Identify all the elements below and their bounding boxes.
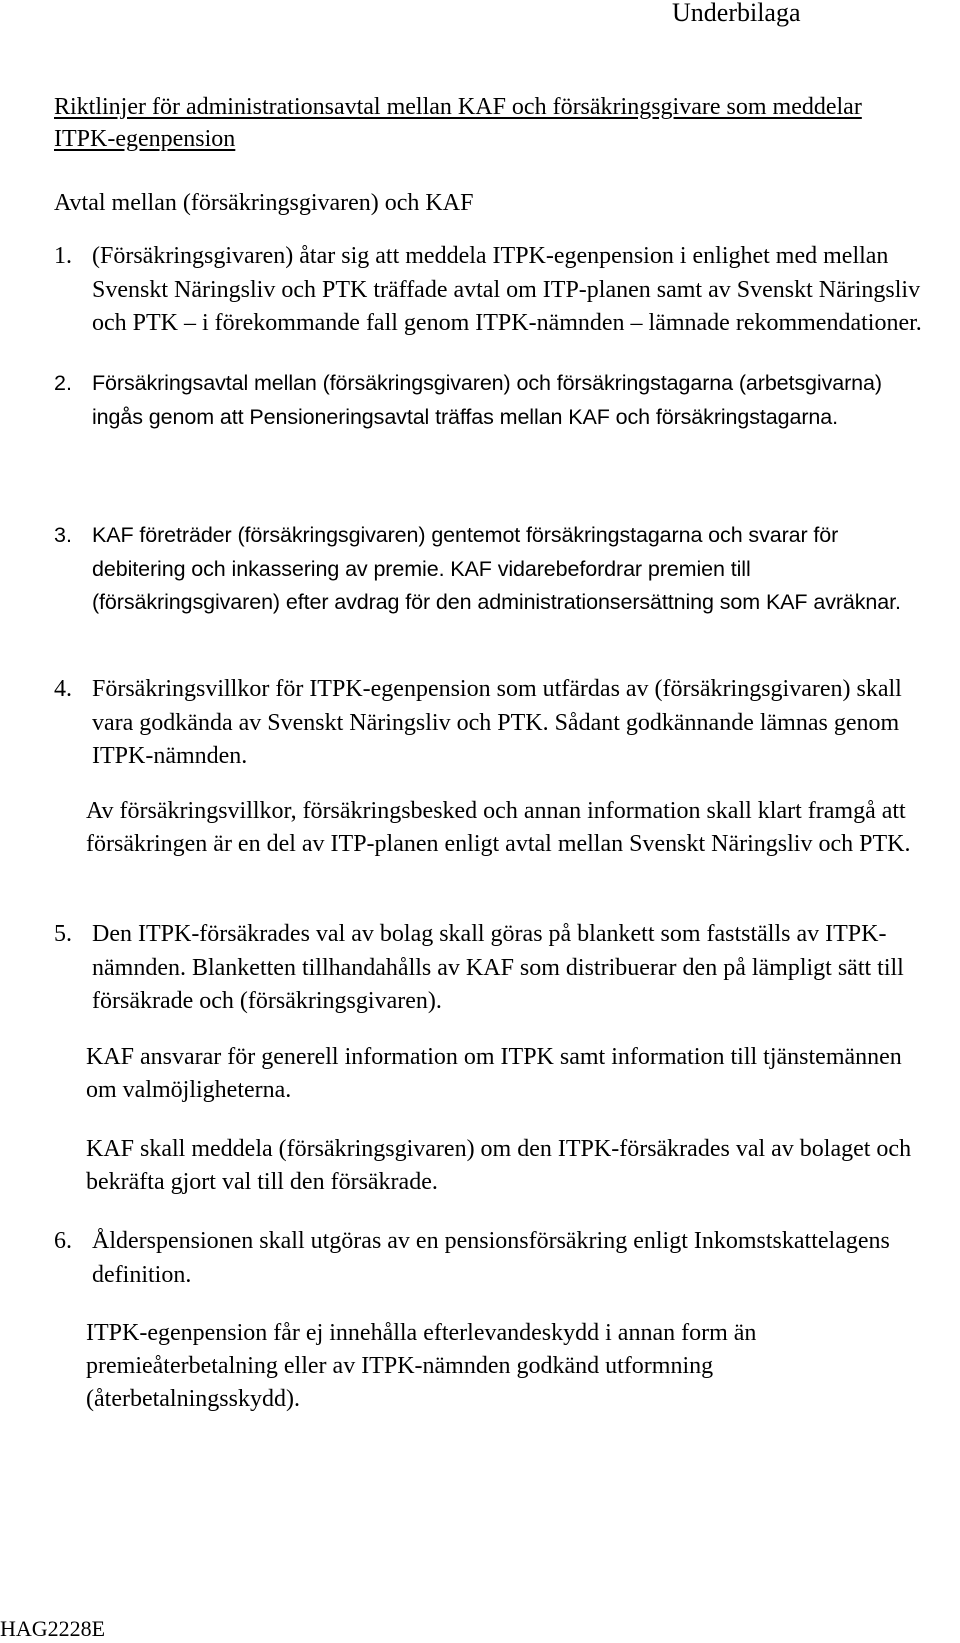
clause-1 <box>54 240 924 341</box>
clause-text: KAF företräder (försäkringsgivaren) gentemot försäkringstagarna och svarar för debitering och inkassering av premie. KAF vidarebefordrar premien till (försäkringsgivaren) efter avdrag för den administrationsersättning som KAF avräknar. <box>92 523 901 614</box>
clause-4-note: Av försäkringsvillkor, försäkringsbesked och annan information skall klart framgå att försäkringen är en del av ITP-planen enligt avtal mellan Svenskt Näringsliv och PTK. <box>86 798 911 857</box>
clause-4 <box>54 673 924 774</box>
clause-number: 2. <box>54 371 72 395</box>
clause-2 <box>54 367 924 434</box>
clause-number: 6. <box>54 1228 72 1254</box>
clause-6 <box>54 1225 924 1292</box>
clause-text: (Försäkringsgivaren) åtar sig att meddela ITPK-egenpension i enlighet med mellan Svenskt Näringsliv och PTK träffade avtal om ITP-planen samt av Svenskt Näringsliv och PTK – i förekommande fall genom ITPK-nämnden – lämnade rekommendationer. <box>92 243 922 336</box>
document-title: Riktlinjer för administrationsavtal mellan KAF och försäkringsgivare som meddelar ITPK-egenpension <box>54 94 862 152</box>
clause-5-note-1: KAF ansvarar för generell information om ITPK samt information till tjänstemännen om valmöjligheterna. <box>86 1044 902 1103</box>
clause-text: Den ITPK-försäkrades val av bolag skall göras på blankett som fastställs av ITPK-nämnden. Blanketten tillhandahålls av KAF som distribuerar den på lämpligt sätt till försäkrade och (försäkringsgivaren). <box>92 921 904 1014</box>
clause-number: 3. <box>54 523 72 547</box>
clause-number: 4. <box>54 676 72 702</box>
clause-5 <box>54 918 924 1019</box>
document-subtitle: Avtal mellan (försäkringsgivaren) och KAF <box>54 190 474 216</box>
attachment-label: Underbilaga <box>672 0 801 27</box>
document-code: HAG2228E <box>0 1616 106 1641</box>
clause-number: 1. <box>54 243 72 269</box>
clause-text: Försäkringsvillkor för ITPK-egenpension som utfärdas av (försäkringsgivaren) skall vara godkända av Svenskt Näringsliv och PTK. Sådant godkännande lämnas genom ITPK-nämnden. <box>92 676 902 769</box>
clause-text: Ålderspensionen skall utgöras av en pensionsförsäkring enligt Inkomstskattelagens definition. <box>92 1228 890 1288</box>
clause-text: Försäkringsavtal mellan (försäkringsgivaren) och försäkringstagarna (arbetsgivarna) ingås genom att Pensioneringsavtal träffas mellan KAF och försäkringstagarna. <box>92 371 882 429</box>
clause-6-note: ITPK-egenpension får ej innehålla efterlevandeskydd i annan form än premieåterbetalning eller av ITPK-nämnden godkänd utformning (återbetalningsskydd). <box>86 1320 757 1412</box>
clause-number: 5. <box>54 921 72 947</box>
clause-3 <box>54 519 924 620</box>
clause-5-note-2: KAF skall meddela (försäkringsgivaren) om den ITPK-försäkrades val av bolaget och bekräfta gjort val till den försäkrade. <box>86 1136 912 1195</box>
